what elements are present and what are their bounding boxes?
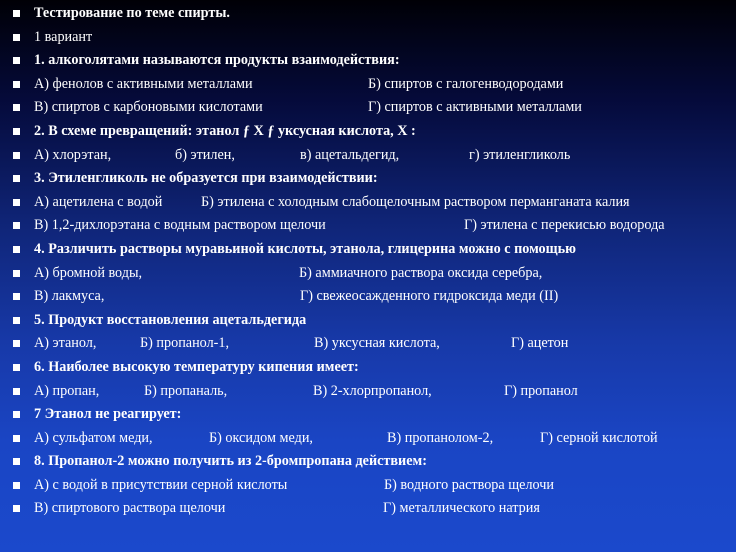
bullet-square-icon: [13, 482, 20, 489]
answer-row: [0, 380, 736, 404]
answer-option: В) пропанолом-2,: [387, 429, 494, 446]
answer-option: Г) этилена с перекисью водорода: [464, 217, 665, 234]
answer-option: Б) этилена с холодным слабощелочным раствором перманганата калия: [201, 193, 630, 210]
answer-option: А) пропан,: [34, 382, 100, 399]
test-title: Тестирование по теме спирты.: [34, 5, 230, 21]
answer-option: б) этилен,: [175, 146, 235, 163]
bullet-square-icon: [13, 270, 20, 277]
bullet-square-icon: [13, 505, 20, 512]
answer-option: В) 1,2-дихлорэтана с водным раствором щелочи: [34, 217, 326, 234]
test-lines: [0, 2, 736, 521]
answer-option: А) фенолов с активными металлами: [34, 75, 253, 92]
question-text: 4. Различить растворы муравьиной кислоты, этанола, глицерина можно с помощью: [34, 240, 576, 257]
question-3: [0, 167, 736, 191]
answer-option: А) с водой в присутствии серной кислоты: [34, 476, 288, 493]
answer-option: В) уксусная кислота,: [314, 335, 440, 352]
answer-row: [0, 214, 736, 238]
question-text: 1. алкоголятами называются продукты взаимодействия:: [34, 52, 400, 69]
answer-option: в) ацетальдегид,: [300, 146, 400, 163]
answer-option: А) бромной воды,: [34, 264, 143, 281]
answer-option: Б) спиртов с галогенводородами: [368, 75, 564, 92]
answer-option: Г) спиртов с активными металлами: [368, 99, 582, 116]
bullet-square-icon: [13, 128, 20, 135]
answer-row: [0, 96, 736, 120]
bullet-square-icon: [13, 152, 20, 159]
answer-row: [0, 427, 736, 451]
bullet-square-icon: [13, 199, 20, 206]
answer-option: Б) аммиачного раствора оксида серебра,: [299, 264, 543, 281]
answer-row: [0, 497, 736, 521]
answer-option: Г) свежеосажденного гидроксида меди (II): [300, 288, 559, 305]
bullet-square-icon: [13, 435, 20, 442]
answer-option: А) ацетилена с водой: [34, 193, 163, 210]
answer-option: Г) металлического натрия: [383, 500, 540, 517]
question-text: 8. Пропанол-2 можно получить из 2-бромпропана действием:: [34, 453, 427, 470]
question-text: 3. Этиленгликоль не образуется при взаимодействии:: [34, 170, 378, 187]
variant-label: 1 вариант: [34, 28, 93, 45]
question-5: [0, 309, 736, 333]
question-8: [0, 450, 736, 474]
bullet-square-icon: [13, 104, 20, 111]
question-text: 7 Этанол не реагирует:: [34, 406, 182, 423]
answer-row: [0, 285, 736, 309]
answer-option: г) этиленгликоль: [469, 146, 571, 163]
bullet-square-icon: [13, 10, 20, 17]
question-4: [0, 238, 736, 262]
answer-option: Б) оксидом меди,: [209, 429, 313, 446]
bullet-square-icon: [13, 81, 20, 88]
question-text: 5. Продукт восстановления ацетальдегида: [34, 311, 307, 328]
bullet-square-icon: [13, 458, 20, 465]
answer-option: А) сульфатом меди,: [34, 429, 153, 446]
answer-option: Б) пропанол-1,: [140, 335, 230, 352]
bullet-square-icon: [13, 411, 20, 418]
answer-option: А) этанол,: [34, 335, 97, 352]
answer-row: [0, 262, 736, 286]
question-7: [0, 403, 736, 427]
question-6: [0, 356, 736, 380]
answer-option: Б) водного раствора щелочи: [384, 476, 554, 493]
answer-option: Б) пропаналь,: [144, 382, 228, 399]
answer-row: [0, 474, 736, 498]
answer-option: В) лакмуса,: [34, 288, 105, 305]
answer-option: А) хлорэтан,: [34, 146, 112, 163]
bullet-square-icon: [13, 175, 20, 182]
question-1: [0, 49, 736, 73]
line-variant: [0, 26, 736, 50]
bullet-square-icon: [13, 246, 20, 253]
bullet-square-icon: [13, 222, 20, 229]
bullet-square-icon: [13, 293, 20, 300]
bullet-square-icon: [13, 57, 20, 64]
answer-option: Г) пропанол: [504, 382, 578, 399]
question-text: 6. Наиболее высокую температуру кипения имеет:: [34, 358, 359, 375]
bullet-square-icon: [13, 388, 20, 395]
answer-row: [0, 144, 736, 168]
answer-row: [0, 73, 736, 97]
answer-row: [0, 191, 736, 215]
answer-row: [0, 332, 736, 356]
answer-option: Г) ацетон: [511, 335, 569, 352]
answer-option: В) спиртового раствора щелочи: [34, 500, 226, 517]
bullet-square-icon: [13, 340, 20, 347]
line-title: [0, 2, 736, 26]
answer-option: В) 2-хлорпропанол,: [313, 382, 432, 399]
answer-option: Г) серной кислотой: [540, 429, 658, 446]
bullet-square-icon: [13, 34, 20, 41]
answer-option: В) спиртов с карбоновыми кислотами: [34, 99, 263, 116]
question-2: [0, 120, 736, 144]
bullet-square-icon: [13, 317, 20, 324]
question-text: 2. В схеме превращений: этанол ƒ Х ƒ уксусная кислота, Х :: [34, 122, 416, 139]
bullet-square-icon: [13, 364, 20, 371]
